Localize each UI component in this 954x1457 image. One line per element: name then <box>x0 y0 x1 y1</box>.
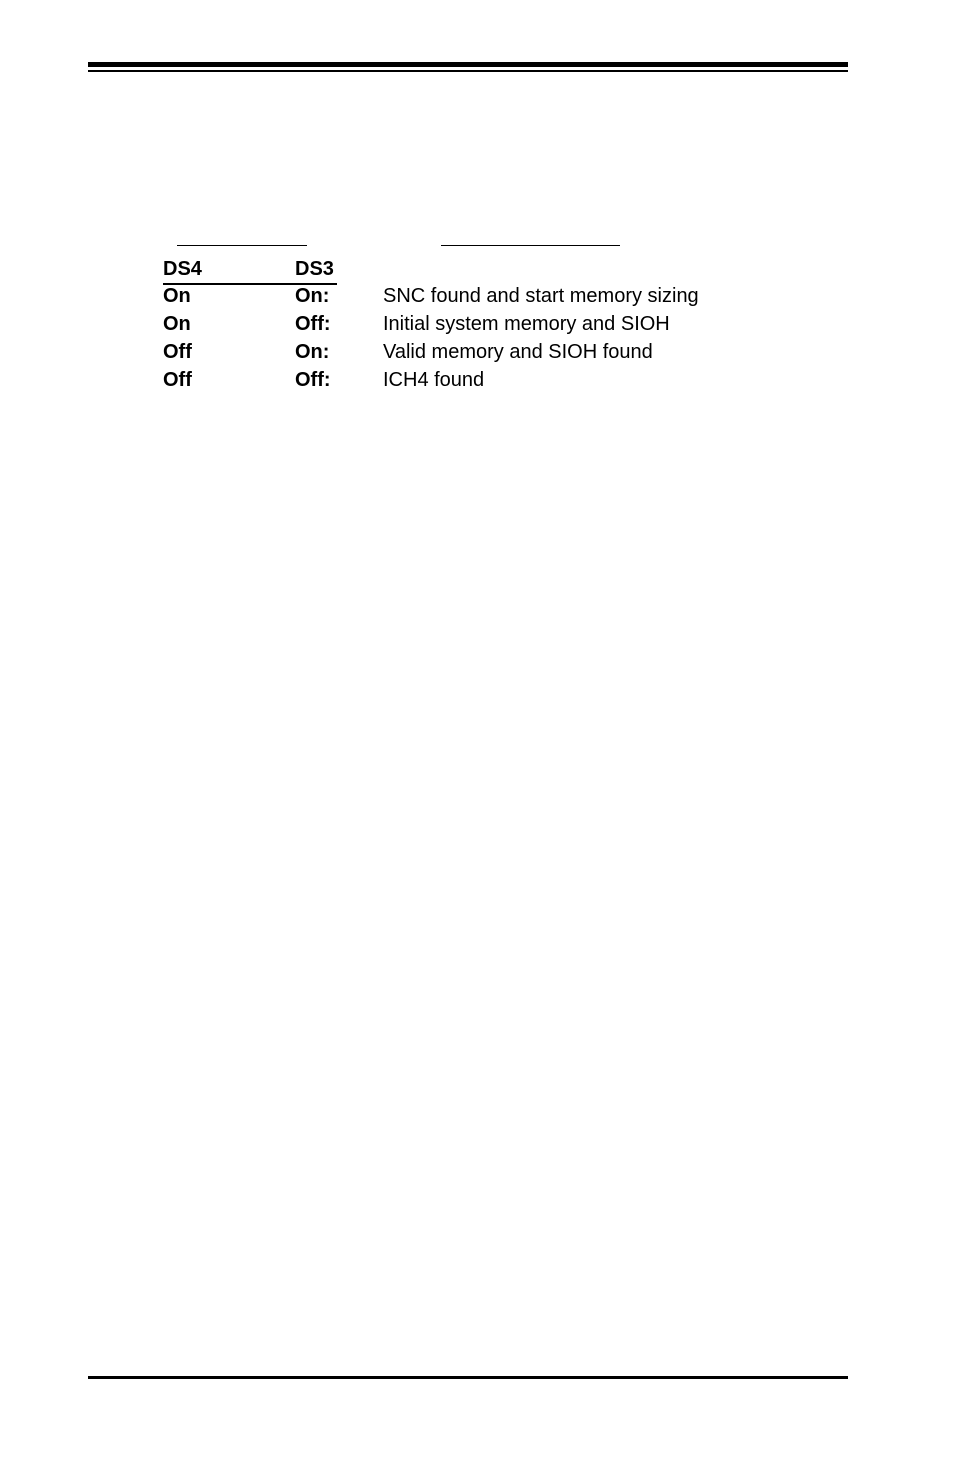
table-row <box>163 313 763 341</box>
blank-underline-left <box>177 245 307 246</box>
ds4-value: On <box>163 313 191 335</box>
status-description: ICH4 found <box>383 369 485 391</box>
ds4-value: Off <box>163 369 192 391</box>
footer-rule <box>88 1376 848 1379</box>
ds4-value: On <box>163 285 191 307</box>
ds3-value: On: <box>295 285 330 307</box>
ds4-value: Off <box>163 341 192 363</box>
table-header <box>163 257 337 285</box>
table-row <box>163 285 763 313</box>
status-description: Valid memory and SIOH found <box>383 341 653 363</box>
ds3-value: On: <box>295 341 330 363</box>
ds3-value: Off: <box>295 369 331 391</box>
table-row <box>163 341 763 369</box>
led-status-table <box>163 257 763 397</box>
table-row <box>163 369 763 397</box>
status-description: SNC found and start memory sizing <box>383 285 699 307</box>
header-rule-thin <box>88 70 848 72</box>
header-ds3: DS3 <box>295 258 334 280</box>
status-description: Initial system memory and SIOH <box>383 313 670 335</box>
header-rule-thick <box>88 62 848 67</box>
blank-underline-right <box>441 245 620 246</box>
header-ds4: DS4 <box>163 258 202 280</box>
table-body <box>163 285 763 397</box>
ds3-value: Off: <box>295 313 331 335</box>
